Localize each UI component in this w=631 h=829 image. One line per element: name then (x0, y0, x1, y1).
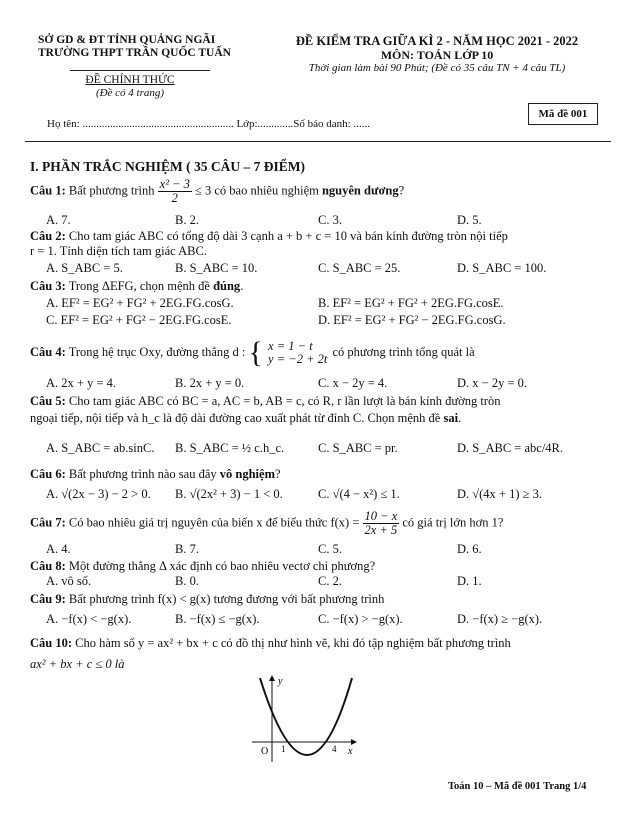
q7-fraction: $\frac{10 - x}{2x + 5}$ (364, 509, 398, 537)
q8-option-c: C. 2. (318, 574, 342, 588)
question-5: Câu 5: Cho tam giác ABC có BC = a, AC = b, AB = c, có R, r lần lượt là bán kính đường tròn (30, 394, 501, 408)
q5-option-d: D. S_ABC = abc/4R. (457, 441, 564, 455)
q4-brace: { (248, 336, 263, 369)
school-name: TRƯỜNG THPT TRẦN QUỐC TUẤN (38, 47, 231, 59)
q6-option-d: D. √(4x + 1) ≥ 3. (457, 487, 542, 501)
parabola-curve (260, 678, 352, 755)
header-rule (25, 141, 611, 142)
section-title: I. PHẦN TRẮC NGHIỆM ( 35 CÂU – 7 ĐIỂM) (30, 159, 305, 174)
dept-name: SỞ GD & ĐT TỈNH QUẢNG NGÃI (38, 34, 216, 46)
exam-title: ĐỀ KIỂM TRA GIỮA KÌ 2 - NĂM HỌC 2021 - 2022 (295, 34, 579, 48)
page-count: (Đề có 4 trang) (95, 87, 165, 99)
question-7: Câu 7: Có bao nhiêu giá trị nguyên của biến x để biểu thức f(x) = $\frac{10 - x}{2x + 5}$ có giá trị lớn hơn 1? (30, 509, 504, 537)
header-divider-left (70, 70, 210, 71)
q2-option-b: B. S_ABC = 10. (175, 261, 258, 275)
q3-option-c: C. EF² = EG² + FG² − 2EG.FG.cosE. (46, 313, 232, 327)
root-1-label: 1 (281, 744, 286, 754)
q4-option-c: C. x − 2y = 4. (318, 376, 388, 390)
question-3: Câu 3: Trong ΔEFG, chọn mệnh đề đúng. (30, 279, 244, 293)
q8-option-d: D. 1. (457, 574, 482, 588)
q4-option-a: A. 2x + y = 4. (46, 376, 117, 390)
q4-option-b: B. 2x + y = 0. (175, 376, 245, 390)
x-axis-label: x (348, 746, 353, 757)
y-axis-label: y (278, 676, 283, 687)
q3-option-b: B. EF² = EG² + FG² + 2EG.FG.cosE. (318, 296, 504, 310)
exam-time: Thời gian làm bài 90 Phút; (Đề có 35 câu TN + 4 câu TL) (308, 62, 566, 74)
q2-option-a: A. S_ABC = 5. (46, 261, 123, 275)
q7-option-d: D. 6. (457, 542, 482, 556)
q2-option-d: D. S_ABC = 100. (457, 261, 547, 275)
q7-option-b: B. 7. (175, 542, 199, 556)
q7-option-a: A. 4. (46, 542, 71, 556)
official-label: ĐỀ CHÍNH THỨC (85, 74, 175, 86)
q4-system: x = 1 − t y = −2 + 2t (268, 339, 328, 366)
q5-option-a: A. S_ABC = ab.sinC. (46, 441, 155, 455)
question-1: Câu 1: Bất phương trình $\frac{\text{x² − 3}}{2}$ ≤ 3 có bao nhiêu nghiệm nguyên dương? (30, 177, 405, 205)
q1-fraction: $\frac{\text{x² − 3}}{2}$ (159, 177, 190, 205)
q9-option-b: B. −f(x) ≤ −g(x). (175, 612, 260, 626)
question-9: Câu 9: Bất phương trình f(x) < g(x) tương đương với bất phương trình (30, 592, 385, 606)
question-10: Câu 10: Cho hàm số y = ax² + bx + c có đồ thị như hình vẽ, khi đó tập nghiệm bất phương trình (30, 636, 511, 650)
q8-option-b: B. 0. (175, 574, 199, 588)
q8-option-a: A. vô số. (46, 574, 92, 588)
question-6: Câu 6: Bất phương trình nào sau đây vô nghiệm? (30, 467, 281, 481)
q3-option-d: D. EF² = EG² + FG² − 2EG.FG.cosG. (318, 313, 506, 327)
q1-option-c: C. 3. (318, 213, 342, 227)
q6-option-a: A. √(2x − 3) − 2 > 0. (46, 487, 151, 501)
q2-option-c: C. S_ABC = 25. (318, 261, 401, 275)
question-2-line2: r = 1. Tính diện tích tam giác ABC. (30, 244, 207, 258)
exam-subject: MÔN: TOÁN LỚP 10 (380, 48, 494, 62)
question-8: Câu 8: Một đường thẳng Δ xác định có bao nhiêu vectơ chỉ phương? (30, 559, 376, 573)
q5-option-c: C. S_ABC = pr. (318, 441, 398, 455)
exam-code-box: Mã đề 001 (528, 103, 598, 125)
question-10-line2: ax² + bx + c ≤ 0 là (30, 657, 125, 671)
q9-option-d: D. −f(x) ≥ −g(x). (457, 612, 543, 626)
origin-label: O (261, 746, 269, 757)
q1-option-d: D. 5. (457, 213, 482, 227)
page-footer: Toán 10 – Mã đề 001 Trang 1/4 (448, 781, 587, 792)
parabola-graph (250, 672, 360, 764)
question-2: Câu 2: Cho tam giác ABC có tổng độ dài 3 cạnh a + b + c = 10 và bán kính đường tròn nội tiếp (30, 229, 508, 243)
q3-option-a: A. EF² = EG² + FG² + 2EG.FG.cosG. (46, 296, 234, 310)
q9-option-c: C. −f(x) > −g(x). (318, 612, 403, 626)
q5-option-b: B. S_ABC = ½ c.h_c. (175, 441, 285, 455)
q1-option-b: B. 2. (175, 213, 199, 227)
root-2-label: 4 (332, 744, 337, 754)
question-5-line2: ngoại tiếp, nội tiếp và h_c là độ dài đường cao xuất phát từ đỉnh C. Chọn mệnh đề sai. (30, 411, 462, 425)
q6-option-b: B. √(2x² + 3) − 1 < 0. (175, 487, 283, 501)
q1-option-a: A. 7. (46, 213, 71, 227)
q9-option-a: A. −f(x) < −g(x). (46, 612, 132, 626)
student-info-line: Họ tên: ....................................................... Lớp:.............Số báo danh: ...... (47, 118, 370, 130)
q6-option-c: C. √(4 − x²) ≤ 1. (318, 487, 400, 501)
q4-option-d: D. x − 2y = 0. (457, 376, 528, 390)
q7-option-c: C. 5. (318, 542, 342, 556)
question-4: Câu 4: Trong hệ trục Oxy, đường thẳng d : { x = 1 − t y = −2 + 2t có phương trình tổng quát là (30, 336, 475, 369)
